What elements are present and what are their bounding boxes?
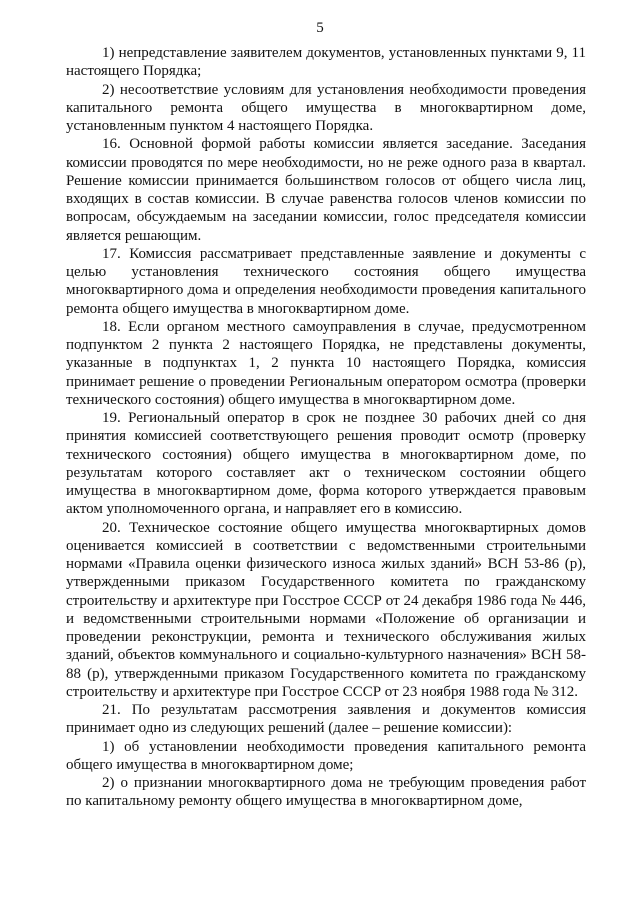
paragraph-clause-17: 17. Комиссия рассматривает представленные заявление и документы с целью установления технического состояния общего имущества многоквартирного дома и определения необходимости проведения капитального ремонта общего имущества в многоквартирном доме. xyxy=(66,245,586,317)
paragraph-clause-18: 18. Если органом местного самоуправления в случае, предусмотренном подпунктом 2 пункта 2 настоящего Порядка, не представлены документы, указанные в подпунктах 1, 2 пункта 10 настоящего Порядка, комиссия принимает решение о проведении Региональным оператором осмотра (проверки технического состояния) общего имущества в многоквартирном доме. xyxy=(66,318,586,408)
paragraph-clause-16: 16. Основной формой работы комиссии является заседание. Заседания комиссии проводятся по мере необходимости, но не реже одного раза в квартал. Решение комиссии принимается большинством голосов от общего числа лиц, входящих в состав комиссии. В случае равенства голосов членов комиссии по вопросам, обсуждаемым на заседании комиссии, голос председателя комиссии является решающим. xyxy=(66,136,586,244)
document-body xyxy=(66,44,586,811)
paragraph-clause-19: 19. Региональный оператор в срок не позднее 30 рабочих дней со дня принятия комиссией соответствующего решения проводит осмотр (проверку технического состояния) общего имущества в многоквартирном доме, по результатам которого составляет акт о техническом состоянии общего имущества в многоквартирном доме, форма которого утверждается правовым актом уполномоченного органа, и направляет его в комиссию. xyxy=(66,410,586,518)
paragraph-decision-2: 2) о признании многоквартирного дома не требующим проведения работ по капитальному ремонту общего имущества в многоквартирном доме, xyxy=(66,775,586,810)
paragraph-item-2-nonconformity: 2) несоответствие условиям для установления необходимости проведения капитального ремонта общего имущества в многоквартирном доме, установленным пунктом 4 настоящего Порядка. xyxy=(66,81,586,134)
paragraph-clause-20: 20. Техническое состояние общего имущества многоквартирных домов оценивается комиссией в соответствии с ведомственными строительными нормами «Правила оценки физического износа жилых зданий» ВСН 53-86 (р), утвержденными приказом Государственного комитета по гражданскому строительству и архитектуре при Госстрое СССР от 24 декабря 1986 года № 446, и ведомственными строительными нормами «Положение об организации и проведении реконструкции, ремонта и технического обслуживания жилых зданий, объектов коммунального и социально-культурного назначения» ВСН 58-88 (р), утвержденными приказом Государственного комитета по гражданскому строительству и архитектуре при Госстрое СССР от 23 ноября 1988 года № 312. xyxy=(66,519,586,700)
paragraph-decision-1: 1) об установлении необходимости проведения капитального ремонта общего имущества в многоквартирном доме; xyxy=(66,738,586,773)
paragraph-clause-21: 21. По результатам рассмотрения заявления и документов комиссия принимает одно из следующих решений (далее – решение комиссии): xyxy=(66,702,586,737)
paragraph-item-1-nonsubmission: 1) непредставление заявителем документов, установленных пунктами 9, 11 настоящего Порядка; xyxy=(66,45,586,80)
page-number: 5 xyxy=(316,20,324,36)
